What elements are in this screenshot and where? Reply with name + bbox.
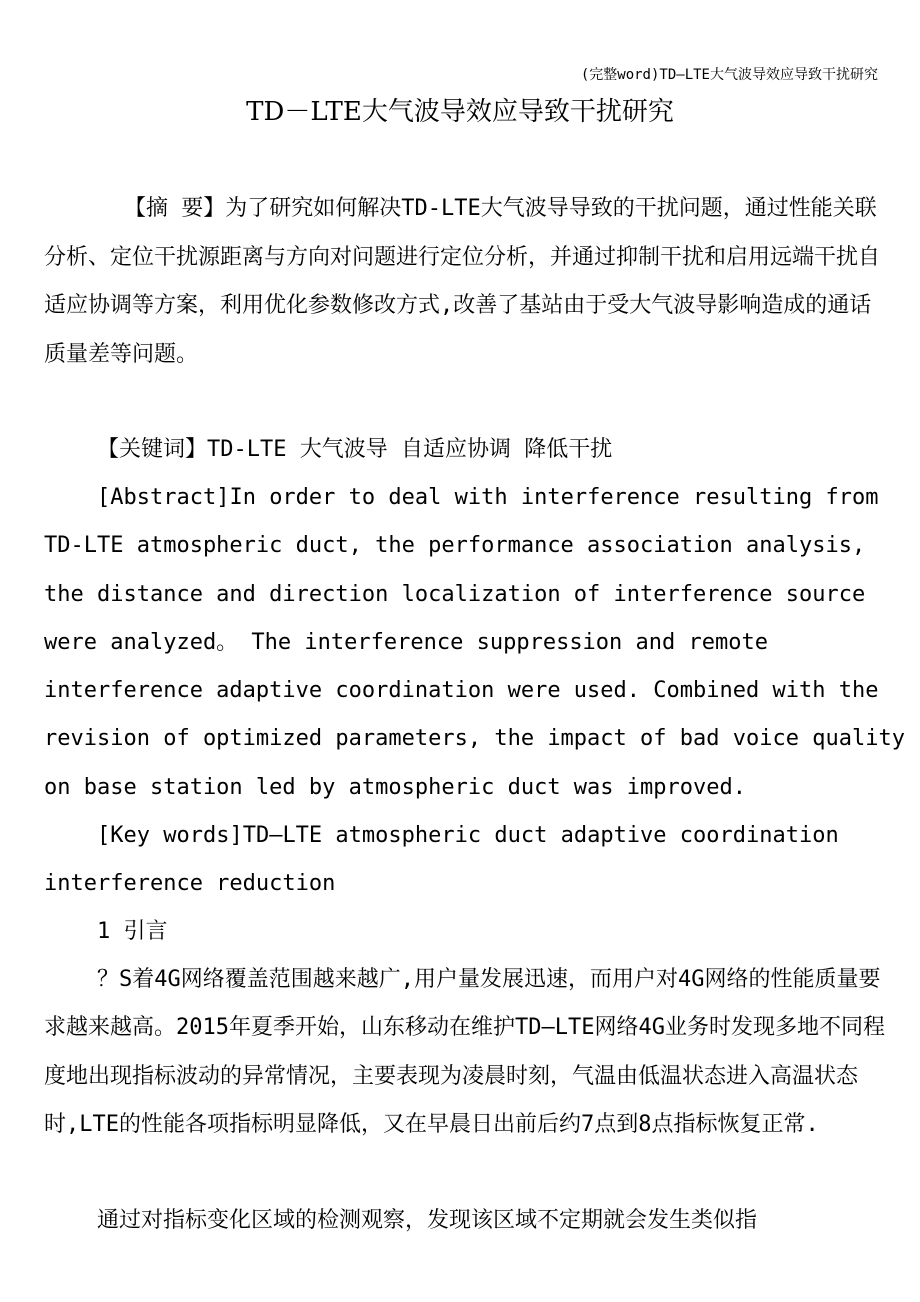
keywords-cn-label: 【关键词】 (97, 437, 208, 462)
abstract-cn-text: 为了研究如何解决TD-LTE大气波导导致的干扰问题，通过性能关联分析、定位干扰源距离与方向对问题进行定位分析，并通过抑制干扰和启用远端干扰自适应协调等方案，利用优化参数修改方式,改善了基站由于受大气波导影响造成的通话质量差等问题。 (44, 196, 881, 367)
abstract-cn-label: 【摘 要】 (124, 196, 226, 221)
abstract-en-text: In order to deal with interference resulting from TD-LTE atmospheric duct, the performance association analysis, the distance and direction localization of interference source were analyzed。 The interference suppression and remote interference adaptive coordination were used. Combined with the revision of optimized parameters, the impact of bad voice quality on base station led by atmospheric duct was improved. (44, 485, 905, 800)
document-title: TD－LTE大气波导效应导致干扰研究 (246, 97, 674, 127)
running-header: (完整word)TD—LTE大气波导效应导致干扰研究 (580, 67, 878, 83)
keywords-en-text: TD—LTE atmospheric duct adaptive coordination interference reduction (44, 823, 839, 897)
intro-paragraph: ？S着4G网络覆盖范围越来越广,用户量发展迅速，而用户对4G网络的性能质量要求越来越高。2015年夏季开始，山东移动在维护TD—LTE网络4G业务时发现多地不同程度地出现指标波动的异常情况，主要表现为凌晨时刻，气温由低温状态进入高温状态时,LTE的性能各项指标明显降低，又在早晨日出前后约7点到8点指标恢复正常. (44, 967, 885, 1137)
keywords-en-paragraph (44, 812, 890, 909)
keywords-cn-paragraph (97, 426, 920, 474)
intro-paragraph: 通过对指标变化区域的检测观察，发现该区域不定期就会发生类似指 (97, 1208, 758, 1233)
section-heading: 1 引言 (97, 919, 168, 944)
keywords-cn-text: TD-LTE 大气波导 自适应协调 降低干扰 (207, 437, 613, 462)
keywords-en-label: [Key words] (97, 823, 243, 848)
abstract-cn-paragraph (44, 185, 890, 379)
abstract-en-label: [Abstract] (97, 485, 230, 510)
abstract-en-paragraph (44, 474, 910, 812)
